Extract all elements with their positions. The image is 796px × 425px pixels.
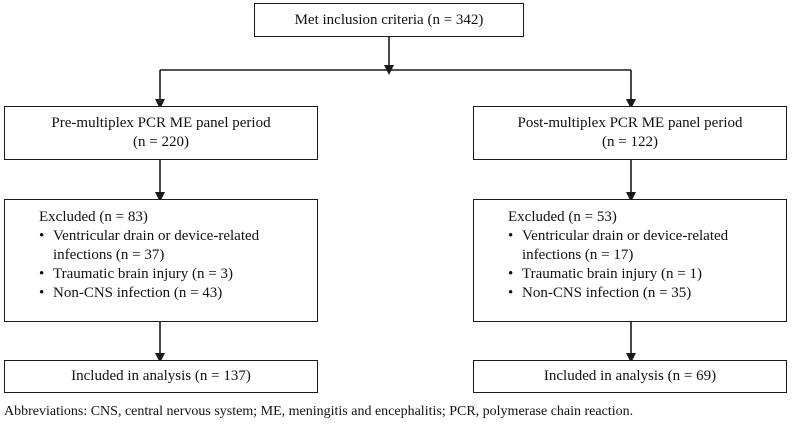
bullet-icon: • bbox=[39, 228, 45, 244]
pre-included-box bbox=[4, 360, 318, 393]
pre-period-title: Pre-multiplex PCR ME panel period bbox=[51, 115, 271, 131]
pre-excluded-item-noncns bbox=[39, 284, 307, 303]
post-excluded-drain-line1: Ventricular drain or device-related bbox=[522, 228, 729, 244]
pre-included-text: Included in analysis (n = 137) bbox=[71, 368, 251, 384]
post-period-title: Post-multiplex PCR ME panel period bbox=[517, 115, 743, 131]
pre-excluded-list bbox=[39, 227, 307, 303]
bullet-icon: • bbox=[508, 266, 514, 282]
pre-excluded-box bbox=[4, 199, 318, 322]
abbreviations-footnote: Abbreviations: CNS, central nervous system; ME, meningitis and encephalitis; PCR, polymerase chain reaction. bbox=[4, 404, 634, 419]
pre-excluded-tbi-text: Traumatic brain injury (n = 3) bbox=[53, 266, 233, 282]
post-excluded-list bbox=[508, 227, 776, 303]
post-excluded-item-tbi bbox=[508, 265, 776, 284]
post-excluded-heading: Excluded (n = 53) bbox=[508, 209, 617, 225]
pre-period-count: (n = 220) bbox=[133, 134, 189, 150]
post-included-text: Included in analysis (n = 69) bbox=[543, 368, 717, 384]
bullet-icon: • bbox=[508, 285, 514, 301]
bullet-icon: • bbox=[39, 266, 45, 282]
post-excluded-item-drain bbox=[508, 227, 776, 265]
inclusion-criteria-box bbox=[254, 3, 524, 37]
post-period-count: (n = 122) bbox=[602, 134, 658, 150]
pre-excluded-item-drain bbox=[39, 227, 307, 265]
pre-period-box bbox=[4, 106, 318, 160]
post-excluded-box bbox=[473, 199, 787, 322]
inclusion-criteria-text: Met inclusion criteria (n = 342) bbox=[294, 11, 484, 28]
pre-excluded-drain-line2: infections (n = 37) bbox=[53, 247, 165, 263]
post-period-box bbox=[473, 106, 787, 160]
pre-excluded-noncns-text: Non-CNS infection (n = 43) bbox=[53, 285, 223, 301]
post-excluded-noncns-text: Non-CNS infection (n = 35) bbox=[522, 285, 692, 301]
pre-excluded-heading: Excluded (n = 83) bbox=[39, 209, 148, 225]
pre-excluded-item-tbi bbox=[39, 265, 307, 284]
pre-excluded-drain-line1: Ventricular drain or device-related bbox=[53, 228, 260, 244]
bullet-icon: • bbox=[39, 285, 45, 301]
post-excluded-tbi-text: Traumatic brain injury (n = 1) bbox=[522, 266, 702, 282]
post-excluded-drain-line2: infections (n = 17) bbox=[522, 247, 634, 263]
post-included-box bbox=[473, 360, 787, 393]
bullet-icon: • bbox=[508, 228, 514, 244]
post-excluded-item-noncns bbox=[508, 284, 776, 303]
